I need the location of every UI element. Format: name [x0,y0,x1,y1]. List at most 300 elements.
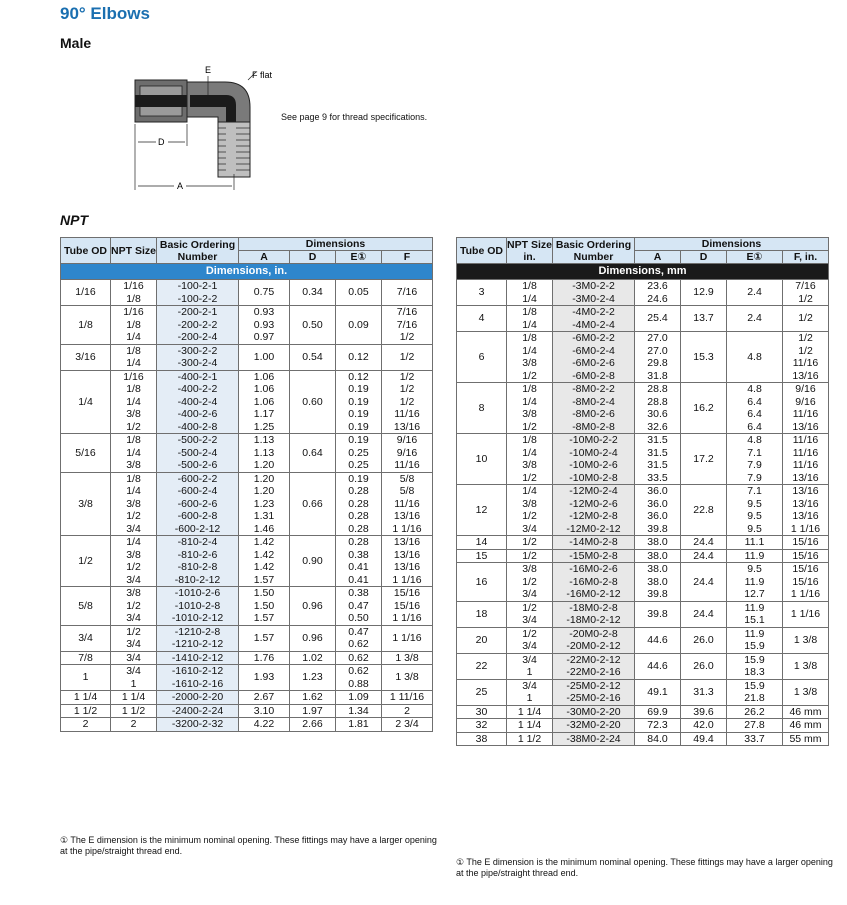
col-tube-od: Tube OD [457,238,507,264]
table-row [457,306,829,332]
dim-e-cell-line: 0.25 [348,459,369,471]
tube-od-cell: 5/16 [61,434,111,473]
npt-size-cell [111,704,157,718]
dim-e-cell-line: 6.4 [747,395,762,408]
col-d: D [290,251,336,264]
ordering-number-cell-line: -400-2-1 [177,370,218,383]
tube-od-cell: 1 [61,665,111,691]
dim-a-cell-line: 1.23 [253,497,275,510]
dim-e-cell-line: 0.19 [348,472,369,485]
ordering-number-cell-line: -12M0-2-6 [569,497,618,510]
ordering-number-cell [553,705,635,719]
dim-f-cell-line: 13/16 [393,510,421,522]
dim-f-cell [382,691,433,705]
npt-size-cell-line: 3/8 [522,563,537,575]
tube-od-cell: 3/16 [61,344,111,370]
dim-e-cell [727,280,783,306]
tube-od-cell: 1/16 [61,280,111,306]
dim-f-cell-line: 1 1/16 [392,631,422,644]
col-f: F [382,251,433,264]
ordering-number-cell [553,280,635,306]
tube-od-cell: 4 [457,306,507,332]
ordering-number-cell-line: -500-2-6 [177,459,218,471]
dim-f-cell-line: 7/16 [396,306,418,318]
tube-od-cell: 3/4 [61,625,111,651]
dim-a-cell-line: 28.8 [647,383,668,395]
tube-od-cell: 10 [457,434,507,485]
dim-e-cell [336,434,382,473]
ordering-number-cell-line: -12M0-2-12 [566,522,621,535]
dim-a-cell-line: 1.57 [253,573,275,586]
npt-size-cell-line: 1/8 [522,332,537,344]
dim-e-cell [727,601,783,627]
ordering-number-cell [553,627,635,653]
unit-row: Dimensions, mm [457,264,829,280]
npt-size-cell [111,344,157,370]
dim-e-cell [727,434,783,485]
table-row [61,625,433,651]
dim-e-cell-line: 18.3 [744,666,765,678]
dim-e-cell-line: 0.28 [348,536,369,548]
table-row [457,627,829,653]
ordering-number-cell [157,280,239,306]
dim-e-cell-line: 7.9 [747,471,762,484]
dim-d-cell: 24.4 [681,536,727,550]
dim-a-cell [635,549,681,563]
ordering-number-cell-line: -3M0-2-2 [572,280,615,292]
ordering-number-cell [157,718,239,732]
dim-a-cell-line: 36.0 [647,485,668,497]
ordering-number-cell-line: -38M0-2-24 [566,732,621,745]
dim-e-cell [727,549,783,563]
dim-f-cell [382,651,433,665]
table-row [457,280,829,306]
dim-d-cell: 31.3 [681,679,727,705]
npt-size-cell [111,280,157,306]
npt-size-cell-line: 1/16 [123,280,144,292]
npt-size-cell [507,434,553,485]
dim-f-cell-line: 13/16 [393,548,421,561]
dim-a-cell-line: 31.5 [647,446,668,459]
dim-a-cell-line: 72.3 [647,719,668,731]
npt-size-cell-line: 1/2 [522,536,537,548]
ordering-number-cell [553,563,635,602]
npt-size-cell-line: 1/8 [522,306,537,318]
ordering-number-cell-line: -20M0-2-8 [569,627,618,640]
dim-a-cell-line: 2.67 [253,691,275,703]
ordering-number-cell-line: -30M0-2-20 [566,705,621,718]
dim-a-cell-line: 1.06 [253,383,275,395]
tube-od-cell: 2 [61,718,111,732]
npt-size-cell-line: 3/8 [522,459,537,471]
dim-a-cell-line: 44.6 [647,633,668,646]
dim-f-cell-line: 11/16 [792,446,819,459]
dim-a-cell [239,472,290,536]
dim-d-cell: 42.0 [681,719,727,733]
ordering-number-cell [553,732,635,746]
dim-a-cell-line: 23.6 [647,280,668,292]
dim-e-cell [336,280,382,306]
ordering-number-cell-line: -18M0-2-8 [569,601,618,614]
dim-a-cell-line: 33.5 [647,471,668,484]
elbow-diagram [130,62,280,197]
npt-size-cell [507,280,553,306]
dim-d-cell: 1.02 [290,651,336,665]
dim-f-cell [783,653,829,679]
dim-f-cell-line: 11/16 [792,357,819,369]
dim-e-cell-line: 0.38 [348,587,369,599]
npt-size-cell-line: 1/16 [123,306,144,318]
dim-f-cell-line: 7/16 [396,286,418,299]
npt-size-cell-line: 1/8 [126,344,141,357]
dim-d-cell: 0.50 [290,306,336,345]
dim-e-cell-line: 0.41 [348,573,369,586]
dim-a-cell-line: 1.50 [253,587,275,599]
tube-od-cell: 15 [457,549,507,563]
dim-a-cell-line: 1.20 [253,459,275,471]
dim-e-cell-line: 0.28 [348,497,369,510]
ordering-number-cell-line: -600-2-12 [174,522,221,535]
ordering-number-cell-line: -22M0-2-16 [566,666,621,678]
dim-e-cell-line: 15.9 [744,679,765,692]
dim-e-cell-line: 0.38 [348,548,369,561]
ordering-number-cell-line: -16M0-2-12 [566,588,621,600]
ordering-number-cell [157,536,239,587]
page-subtitle: Male [60,35,92,51]
ordering-number-cell-line: -300-2-4 [177,357,218,369]
dim-a-cell-line: 44.6 [647,659,668,672]
dim-d-cell: 12.9 [681,280,727,306]
dim-e-cell-line: 7.1 [747,446,762,459]
dim-f-cell [382,370,433,434]
ordering-number-cell-line: -2000-2-20 [171,691,224,703]
dim-f-cell-line: 11/16 [394,408,420,420]
dim-a-cell-line: 38.0 [647,549,668,562]
dim-e-cell-line: 6.4 [747,408,762,420]
dim-f-cell-line: 1/2 [399,331,415,343]
dim-e-cell-line: 0.28 [348,485,369,497]
table-row [61,665,433,691]
dim-f-cell-line: 1 1/16 [392,573,422,586]
dimensions-table-inch [60,237,433,732]
dim-a-cell [635,280,681,306]
dim-a-cell-line: 25.4 [647,312,668,325]
dim-f-cell [783,679,829,705]
dim-e-cell-line: 9.5 [747,563,762,575]
dim-a-cell-line: 0.75 [253,286,275,299]
dim-e-cell-line: 12.7 [744,588,765,600]
ordering-number-cell-line: -8M0-2-6 [572,408,615,420]
dim-f-cell-line: 1 1/16 [392,612,422,624]
dim-e-cell-line: 11.9 [744,549,765,562]
dim-f-cell-line: 9/16 [795,383,816,395]
dim-e-cell-line: 0.19 [348,420,369,433]
dim-a-cell [239,434,290,473]
npt-size-cell-line: 1/8 [522,383,537,395]
dim-e-cell-line: 0.12 [348,350,369,363]
ordering-number-cell-line: -6M0-2-8 [572,369,615,382]
ordering-number-cell [157,306,239,345]
npt-size-cell-line: 1/8 [126,292,141,305]
npt-size-cell-line: 1 [130,677,137,690]
dim-e-cell [336,587,382,626]
dim-e-cell [727,705,783,719]
npt-size-cell-line: 1/16 [123,370,144,383]
npt-size-cell-line: 1/2 [522,369,537,382]
table-row [457,332,829,383]
dim-f-cell-line: 9/16 [396,446,418,459]
dim-a-cell [239,691,290,705]
dim-f-cell-line: 1/2 [798,344,813,357]
ordering-number-cell [553,332,635,383]
ordering-number-cell-line: -810-2-4 [177,536,218,548]
ordering-number-cell-line: -810-2-8 [177,561,218,573]
table-row [457,601,829,627]
dim-e-cell-line: 0.12 [348,370,369,383]
table-row [61,370,433,434]
dim-d-cell: 26.0 [681,627,727,653]
dim-e-cell-line: 11.9 [744,601,765,614]
table-row [457,705,829,719]
dim-a-cell-line: 27.0 [647,344,668,357]
ordering-number-cell-line: -200-2-4 [177,331,218,343]
col-ordering-number: Basic Ordering Number [553,238,635,264]
npt-size-cell [507,653,553,679]
footnote-inch: ① The E dimension is the minimum nominal opening. These fittings may have a larger opening at the pipe/straight thread end. [60,835,437,856]
table-row [457,732,829,746]
npt-size-cell-line: 1/2 [126,599,141,612]
npt-size-cell-line: 1 1/2 [121,704,146,717]
tube-od-cell: 3/8 [61,472,111,536]
dim-d-cell: 22.8 [681,485,727,536]
dim-d-cell: 1.97 [290,704,336,718]
dim-e-cell-line: 27.8 [744,719,765,731]
dim-e-cell-line: 9.5 [747,522,762,535]
ordering-number-cell [157,344,239,370]
npt-size-cell [507,549,553,563]
dim-e-cell-line: 1.81 [348,718,369,730]
dim-a-cell-line: 1.42 [253,561,275,573]
ordering-number-cell-line: -3200-2-32 [171,718,224,730]
ordering-number-cell-line: -2400-2-24 [171,704,224,717]
dim-a-cell-line: 36.0 [647,510,668,522]
ordering-number-cell-line: -600-2-2 [177,472,218,485]
tube-od-cell: 1/2 [61,536,111,587]
tube-od-cell: 1/4 [61,370,111,434]
tube-od-cell: 32 [457,719,507,733]
ordering-number-cell-line: -1610-2-16 [171,677,224,690]
tube-od-cell: 3 [457,280,507,306]
dim-f-cell [382,306,433,345]
npt-size-cell-line: 1/8 [522,280,537,292]
table-row [457,563,829,602]
dim-e-cell [336,651,382,665]
npt-size-cell-line: 1/2 [522,471,537,484]
dim-a-cell-line: 38.0 [647,563,668,575]
dim-f-cell-line: 1/2 [798,312,813,325]
npt-size-cell-line: 3/4 [126,612,141,624]
dim-e-cell-line: 4.8 [747,434,762,446]
ordering-number-cell-line: -4M0-2-4 [572,318,615,331]
ordering-number-cell-line: -10M0-2-4 [569,446,618,459]
dim-a-cell-line: 36.0 [647,497,668,510]
dim-e-cell-line: 15.1 [744,614,765,626]
table-row [457,434,829,485]
npt-size-cell-line: 1/2 [522,510,537,522]
npt-size-cell [507,306,553,332]
dimensions-table-mm [456,237,829,746]
dim-e-cell [336,306,382,345]
npt-size-cell-line: 3/4 [522,588,537,600]
dim-f-cell-line: 5/8 [399,472,415,485]
ordering-number-cell-line: -400-2-4 [177,395,218,408]
dim-f-cell-line: 5/8 [399,485,415,497]
dim-f-cell-line: 13/16 [792,510,819,522]
dim-e-cell [336,625,382,651]
table-row [61,344,433,370]
dim-e-cell-line: 0.19 [348,434,369,446]
dim-d-cell: 1.23 [290,665,336,691]
npt-size-cell [111,536,157,587]
npt-size-cell-line: 1/4 [126,536,141,548]
table-row [457,719,829,733]
dim-e-cell [727,627,783,653]
dim-a-cell [635,653,681,679]
npt-size-cell [111,665,157,691]
dim-a-cell-line: 0.97 [253,331,275,343]
npt-size-cell-line: 3/8 [126,408,141,420]
section-heading: NPT [60,212,88,228]
ordering-number-cell-line: -8M0-2-8 [572,420,615,433]
npt-size-cell-line: 1/2 [522,627,537,640]
col-dimensions: Dimensions [239,238,433,251]
col-d: D [681,251,727,264]
dim-f-cell-line: 11/16 [792,408,819,420]
dim-d-cell: 13.7 [681,306,727,332]
ordering-number-cell-line: -32M0-2-20 [566,719,621,731]
dim-e-cell [727,536,783,550]
dim-f-cell-line: 15/16 [393,599,421,612]
table-row [61,718,433,732]
dim-f-cell [783,536,829,550]
tube-od-cell: 1 1/2 [61,704,111,718]
dim-e-cell-line: 0.19 [348,383,369,395]
dim-f-cell-line: 46 mm [789,705,822,718]
ordering-number-cell-line: -20M0-2-12 [566,640,621,652]
dim-f-cell-line: 9/16 [795,395,816,408]
npt-size-cell-line: 1/8 [126,472,141,485]
dim-f-cell [382,704,433,718]
dim-e-cell-line: 0.19 [348,395,369,408]
dim-e-cell-line: 0.41 [348,561,369,573]
npt-size-cell [111,434,157,473]
dim-e-cell [336,344,382,370]
dim-e-cell-line: 2.4 [747,312,762,325]
ordering-number-cell-line: -1210-2-12 [171,638,224,650]
dim-a-cell [239,306,290,345]
npt-size-cell-line: 3/8 [522,497,537,510]
label-a: A [177,181,184,191]
ordering-number-cell-line: -1410-2-12 [171,651,224,664]
dim-f-cell-line: 1 3/8 [395,651,419,664]
ordering-number-cell-line: -100-2-1 [177,280,218,292]
dim-f-cell-line: 1 3/8 [395,671,419,684]
tube-od-cell: 12 [457,485,507,536]
ordering-number-cell [157,587,239,626]
dim-e-cell-line: 0.28 [348,510,369,522]
table-row [61,651,433,665]
ordering-number-cell-line: -15M0-2-8 [569,549,618,562]
dim-e-cell [727,732,783,746]
dim-a-cell-line: 0.93 [253,306,275,318]
tube-od-cell: 38 [457,732,507,746]
tube-od-cell: 8 [457,383,507,434]
dim-e-cell-line: 4.8 [747,383,762,395]
npt-size-cell-line: 1/8 [126,434,141,446]
ordering-number-cell-line: -6M0-2-6 [572,357,615,369]
dim-a-cell [635,485,681,536]
dim-f-cell-line: 1 3/8 [793,685,818,698]
dim-f-cell [783,549,829,563]
col-npt-size: NPT Size in. [507,238,552,263]
table-row [457,679,829,705]
dim-f-cell-line: 1 11/16 [389,691,425,703]
dim-a-cell-line: 39.8 [647,522,668,535]
dim-e-cell-line: 6.4 [747,420,762,433]
ordering-number-cell-line: -400-2-8 [177,420,218,433]
dim-e-cell-line: 0.47 [348,599,369,612]
ordering-number-cell-line: -600-2-8 [177,510,218,522]
dim-a-cell [239,718,290,732]
npt-size-cell-line: 1 1/2 [517,732,542,745]
dim-e-cell-line: 9.5 [747,510,762,522]
dim-e-cell-line: 7.9 [747,459,762,471]
dim-f-cell-line: 1 1/16 [392,522,422,535]
npt-size-cell-line: 1/8 [522,434,537,446]
npt-size-cell-line: 1/8 [126,318,141,331]
ordering-number-cell [157,651,239,665]
npt-size-cell-line: 1 1/4 [517,719,542,731]
dim-f-cell-line: 11/16 [792,434,819,446]
dim-f-cell [783,332,829,383]
ordering-number-cell [553,719,635,733]
threaded-end [218,122,250,177]
dim-a-cell-line: 31.8 [647,369,668,382]
dim-a-cell-line: 24.6 [647,292,668,305]
ordering-number-cell [553,653,635,679]
table-row [457,653,829,679]
dim-f-cell-line: 11/16 [394,497,420,510]
dim-f-cell [783,705,829,719]
npt-size-cell-line: 1 1/4 [517,705,542,718]
dim-f-cell-line: 13/16 [792,497,819,510]
dim-f-cell-line: 13/16 [393,536,421,548]
dim-a-cell [635,383,681,434]
npt-size-cell [507,563,553,602]
ordering-number-cell-line: -600-2-4 [177,485,218,497]
dim-a-cell-line: 1.13 [253,446,275,459]
ordering-number-cell-line: -3M0-2-4 [572,292,615,305]
dim-e-cell-line: 1.34 [348,704,369,717]
ordering-number-cell-line: -100-2-2 [177,292,218,305]
ordering-number-cell-line: -500-2-2 [177,434,218,446]
ordering-number-cell-line: -10M0-2-2 [569,434,618,446]
npt-size-cell [111,691,157,705]
ordering-number-cell-line: -25M0-2-12 [566,679,621,692]
dim-a-cell-line: 69.9 [647,705,668,718]
ordering-number-cell [157,665,239,691]
ordering-number-cell-line: -810-2-12 [174,573,221,586]
